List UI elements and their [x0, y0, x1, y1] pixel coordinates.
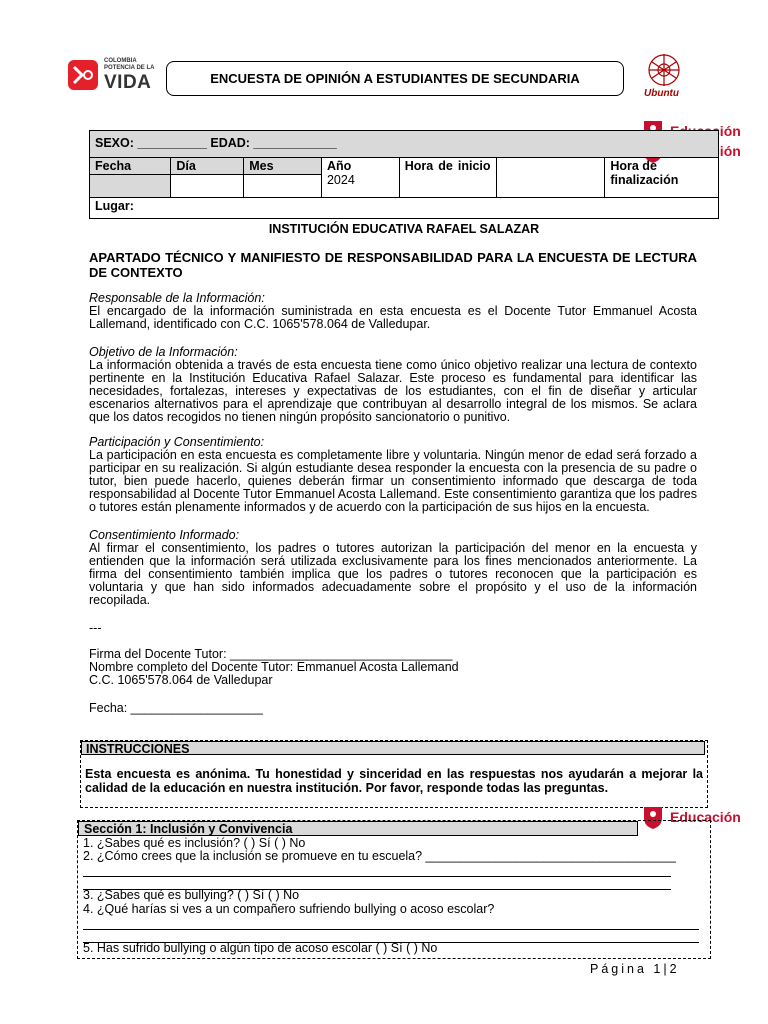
dia-label: Día — [171, 158, 244, 175]
section1-box — [77, 820, 711, 959]
fecha-field[interactable] — [90, 175, 171, 198]
educacion-text: Educación — [670, 143, 741, 159]
question-3[interactable]: 3. ¿Sabes qué es bullying? ( ) Sí ( ) No — [83, 888, 300, 902]
page-number: Página 1|2 — [590, 962, 680, 976]
anio-label: Año — [326, 159, 352, 173]
mes-field[interactable] — [244, 175, 322, 198]
objetivo-block — [89, 346, 697, 424]
mes-label: Mes — [244, 158, 322, 175]
hora-inicio-label — [399, 158, 496, 198]
brand-big-text: VIDA — [104, 72, 152, 93]
separator: --- — [89, 621, 102, 635]
question-5[interactable]: 5. Has sufrido bullying o algún tipo de acoso escolar ( ) Sí ( ) No — [83, 941, 438, 955]
student-info-table — [89, 130, 719, 219]
question-1[interactable]: 1. ¿Sabes qué es inclusión? ( ) Sí ( ) No — [83, 836, 306, 850]
section-heading: APARTADO TÉCNICO Y MANIFIESTO DE RESPONSABILIDAD PARA LA ENCUESTA DE LECTURA DE CONTEXTO — [89, 250, 697, 280]
ubuntu-caption: Ubuntu — [644, 88, 679, 99]
objetivo-title: Objetivo de la Información: — [89, 345, 238, 359]
institution-name: INSTITUCIÓN EDUCATIVA RAFAEL SALAZAR — [268, 222, 540, 236]
responsable-block — [89, 292, 697, 331]
nombre-docente: Nombre completo del Docente Tutor: Emmanuel Acosta Lallemand — [89, 660, 459, 674]
cc-docente: C.C. 1065'578.064 de Valledupar — [89, 673, 273, 687]
hora-inicio-field[interactable] — [496, 158, 605, 198]
answer-line[interactable] — [83, 929, 699, 930]
instructions-text: Esta encuesta es anónima. Tu honestidad y sinceridad en las respuestas nos ayudarán a mejorar la calidad de la educación en nuestra institución. Por favor, responde todas las preguntas. — [85, 767, 703, 795]
section1-title: Sección 1: Inclusión y Convivencia — [78, 821, 638, 836]
instructions-title: INSTRUCCIONES — [81, 741, 705, 755]
question-4[interactable]: 4. ¿Qué harías si ves a un compañero sufriendo bullying o acoso escolar? — [83, 902, 495, 916]
brand-small-text: COLOMBIA POTENCIA DE LA — [104, 58, 155, 71]
consentimiento-title: Consentimiento Informado: — [89, 528, 240, 542]
hora-fin-label — [605, 158, 719, 198]
ubuntu-logo — [636, 48, 696, 102]
hora-fin-text: Hora de finalización — [610, 159, 679, 187]
fecha-label: Fecha — [90, 158, 171, 175]
fecha-line[interactable]: Fecha: ___________________ — [89, 701, 263, 715]
document-title: ENCUESTA DE OPINIÓN A ESTUDIANTES DE SECUNDARIA — [166, 61, 624, 96]
anio-cell — [321, 158, 399, 198]
educacion-text: Educación — [670, 123, 741, 139]
responsable-title: Responsable de la Información: — [89, 291, 265, 305]
educacion-text: Educación — [670, 809, 741, 825]
logo-mark-icon — [68, 60, 98, 90]
consentimiento-text: Al firmar el consentimiento, los padres o tutores autorizan la participación del menor en la encuesta y entienden que la información será utilizada exclusivamente para los fines mencionados anteriormente. La firma del consentimiento también implica que los padres o tutores reconocen que la participación es voluntaria y que han sido informados adecuadamente sobre el propósito y el uso de la información recopilada. — [89, 541, 697, 607]
consentimiento-block — [89, 529, 697, 607]
lugar-field[interactable]: Lugar: — [90, 198, 719, 219]
anio-value: 2024 — [326, 173, 355, 187]
hora-inicio-text: Hora de inicio — [404, 159, 491, 173]
participacion-title: Participación y Consentimiento: — [89, 435, 265, 449]
participacion-block — [89, 436, 697, 514]
objetivo-text: La información obtenida a través de esta encuesta tiene como único objetivo realizar una lectura de contexto pertinente en la Institución Educativa Rafael Salazar. Este proceso es fundamental para identificar las necesidades, fortalezas, intereses y expectativas de los estudiantes, con el fin de diseñar y articular escenarios alternativos para el aprendizaje que contribuyan al desarrollo integral de los mismos. Se aclara que los datos recogidos no tienen ningún propósito sancionatorio o punitivo. — [89, 358, 697, 424]
firma-line[interactable]: Firma del Docente Tutor: ________________________________ — [89, 647, 453, 661]
colombia-vida-logo — [68, 58, 158, 94]
question-2[interactable]: 2. ¿Cómo crees que la inclusión se promueve en tu escuela? ____________________________________ — [83, 849, 676, 863]
participacion-text: La participación en esta encuesta es completamente libre y voluntaria. Ningún menor de edad será forzado a participar en su realización. Si algún estudiante desea responder la encuesta con la presencia de su padre o tutor, bien puede hacerlo, quienes deberán firmar un consentimiento informado que descarga de toda responsabilidad al Docente Tutor Emmanuel Acosta Lallemand. Este consentimiento garantiza que los padres o tutores están plenamente informados y de acuerdo con la participación de sus hijos en la encuesta. — [89, 448, 697, 514]
dia-field[interactable] — [171, 175, 244, 198]
instructions-box — [80, 740, 708, 808]
answer-line[interactable] — [83, 876, 671, 877]
responsable-text: El encargado de la información suministrada en esta encuesta es el Docente Tutor Emmanuel Acosta Lallemand, identificado con C.C. 1065'578.064 de Valledupar. — [89, 304, 697, 331]
sexo-edad-field[interactable]: SEXO: __________ EDAD: ____________ — [90, 131, 719, 158]
